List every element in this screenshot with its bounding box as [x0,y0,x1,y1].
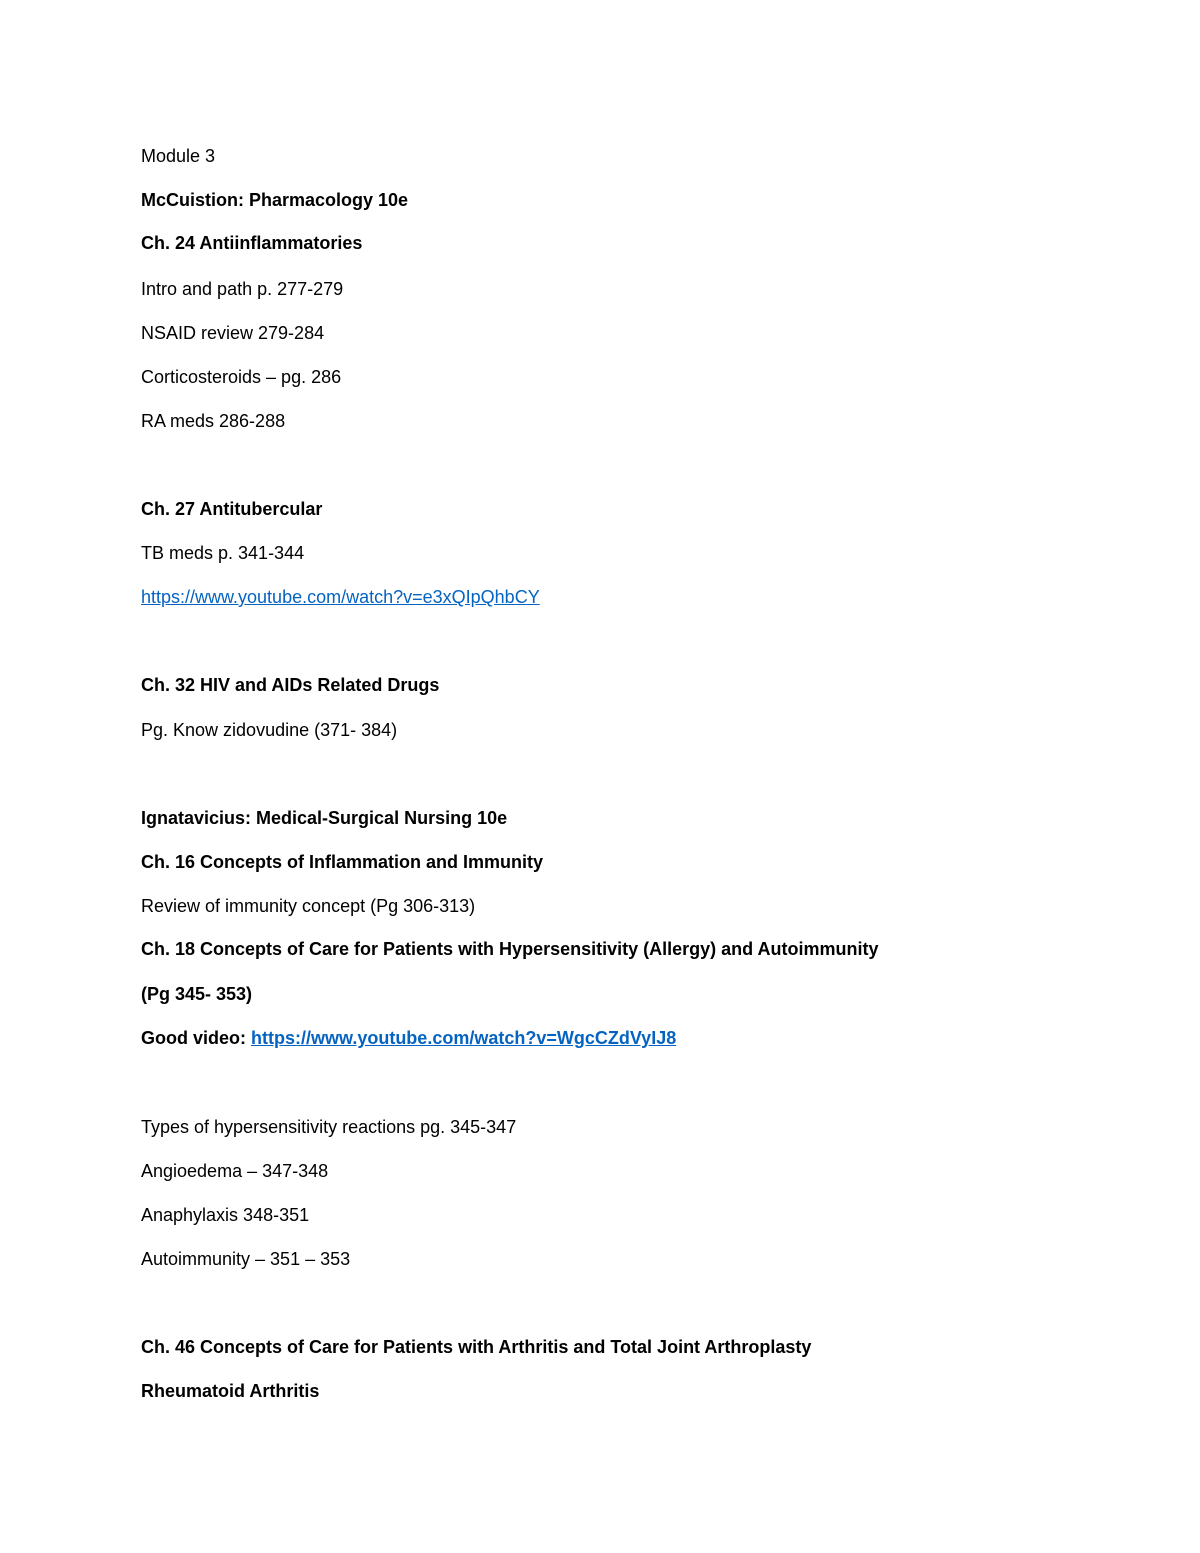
ch24-item: Intro and path p. 277-279 [141,279,344,299]
ch18-item: Types of hypersensitivity reactions pg. 345-347 [141,1117,517,1137]
video-label: Good video: [141,1028,251,1048]
ch18-item: Autoimmunity – 351 – 353 [141,1249,351,1269]
ch16-item: Review of immunity concept (Pg 306-313) [141,896,476,916]
ch24-item: Corticosteroids – pg. 286 [141,367,342,387]
ch16-heading: Ch. 16 Concepts of Inflammation and Immunity [141,852,544,872]
youtube-link-hypersensitivity[interactable]: https://www.youtube.com/watch?v=WgcCZdVyIJ8 [251,1028,677,1048]
ch24-heading: Ch. 24 Antiinflammatories [141,233,363,253]
ch27-link-line [141,585,540,609]
ch24-item: NSAID review 279-284 [141,323,325,343]
ch27-item: TB meds p. 341-344 [141,543,305,563]
ch27-heading: Ch. 27 Antitubercular [141,499,323,519]
ch18-item: Angioedema – 347-348 [141,1161,329,1181]
pharmacology-book-title: McCuistion: Pharmacology 10e [141,190,409,210]
ch18-video-line [141,1026,676,1050]
module-title: Module 3 [141,146,216,166]
ch46-heading: Ch. 46 Concepts of Care for Patients with Arthritis and Total Joint Arthroplasty [141,1337,812,1357]
ch32-heading: Ch. 32 HIV and AIDs Related Drugs [141,675,440,695]
medsurg-book-title: Ignatavicius: Medical-Surgical Nursing 10e [141,808,508,828]
ch24-item: RA meds 286-288 [141,411,286,431]
ch18-heading: Ch. 18 Concepts of Care for Patients with Hypersensitivity (Allergy) and Autoimmunity [141,939,879,959]
ch18-item: Anaphylaxis 348-351 [141,1205,310,1225]
ch18-heading-pages: (Pg 345- 353) [141,984,253,1004]
ch32-item: Pg. Know zidovudine (371- 384) [141,720,398,740]
ch46-subheading: Rheumatoid Arthritis [141,1381,320,1401]
youtube-link-tb[interactable]: https://www.youtube.com/watch?v=e3xQIpQhbCY [141,587,540,607]
